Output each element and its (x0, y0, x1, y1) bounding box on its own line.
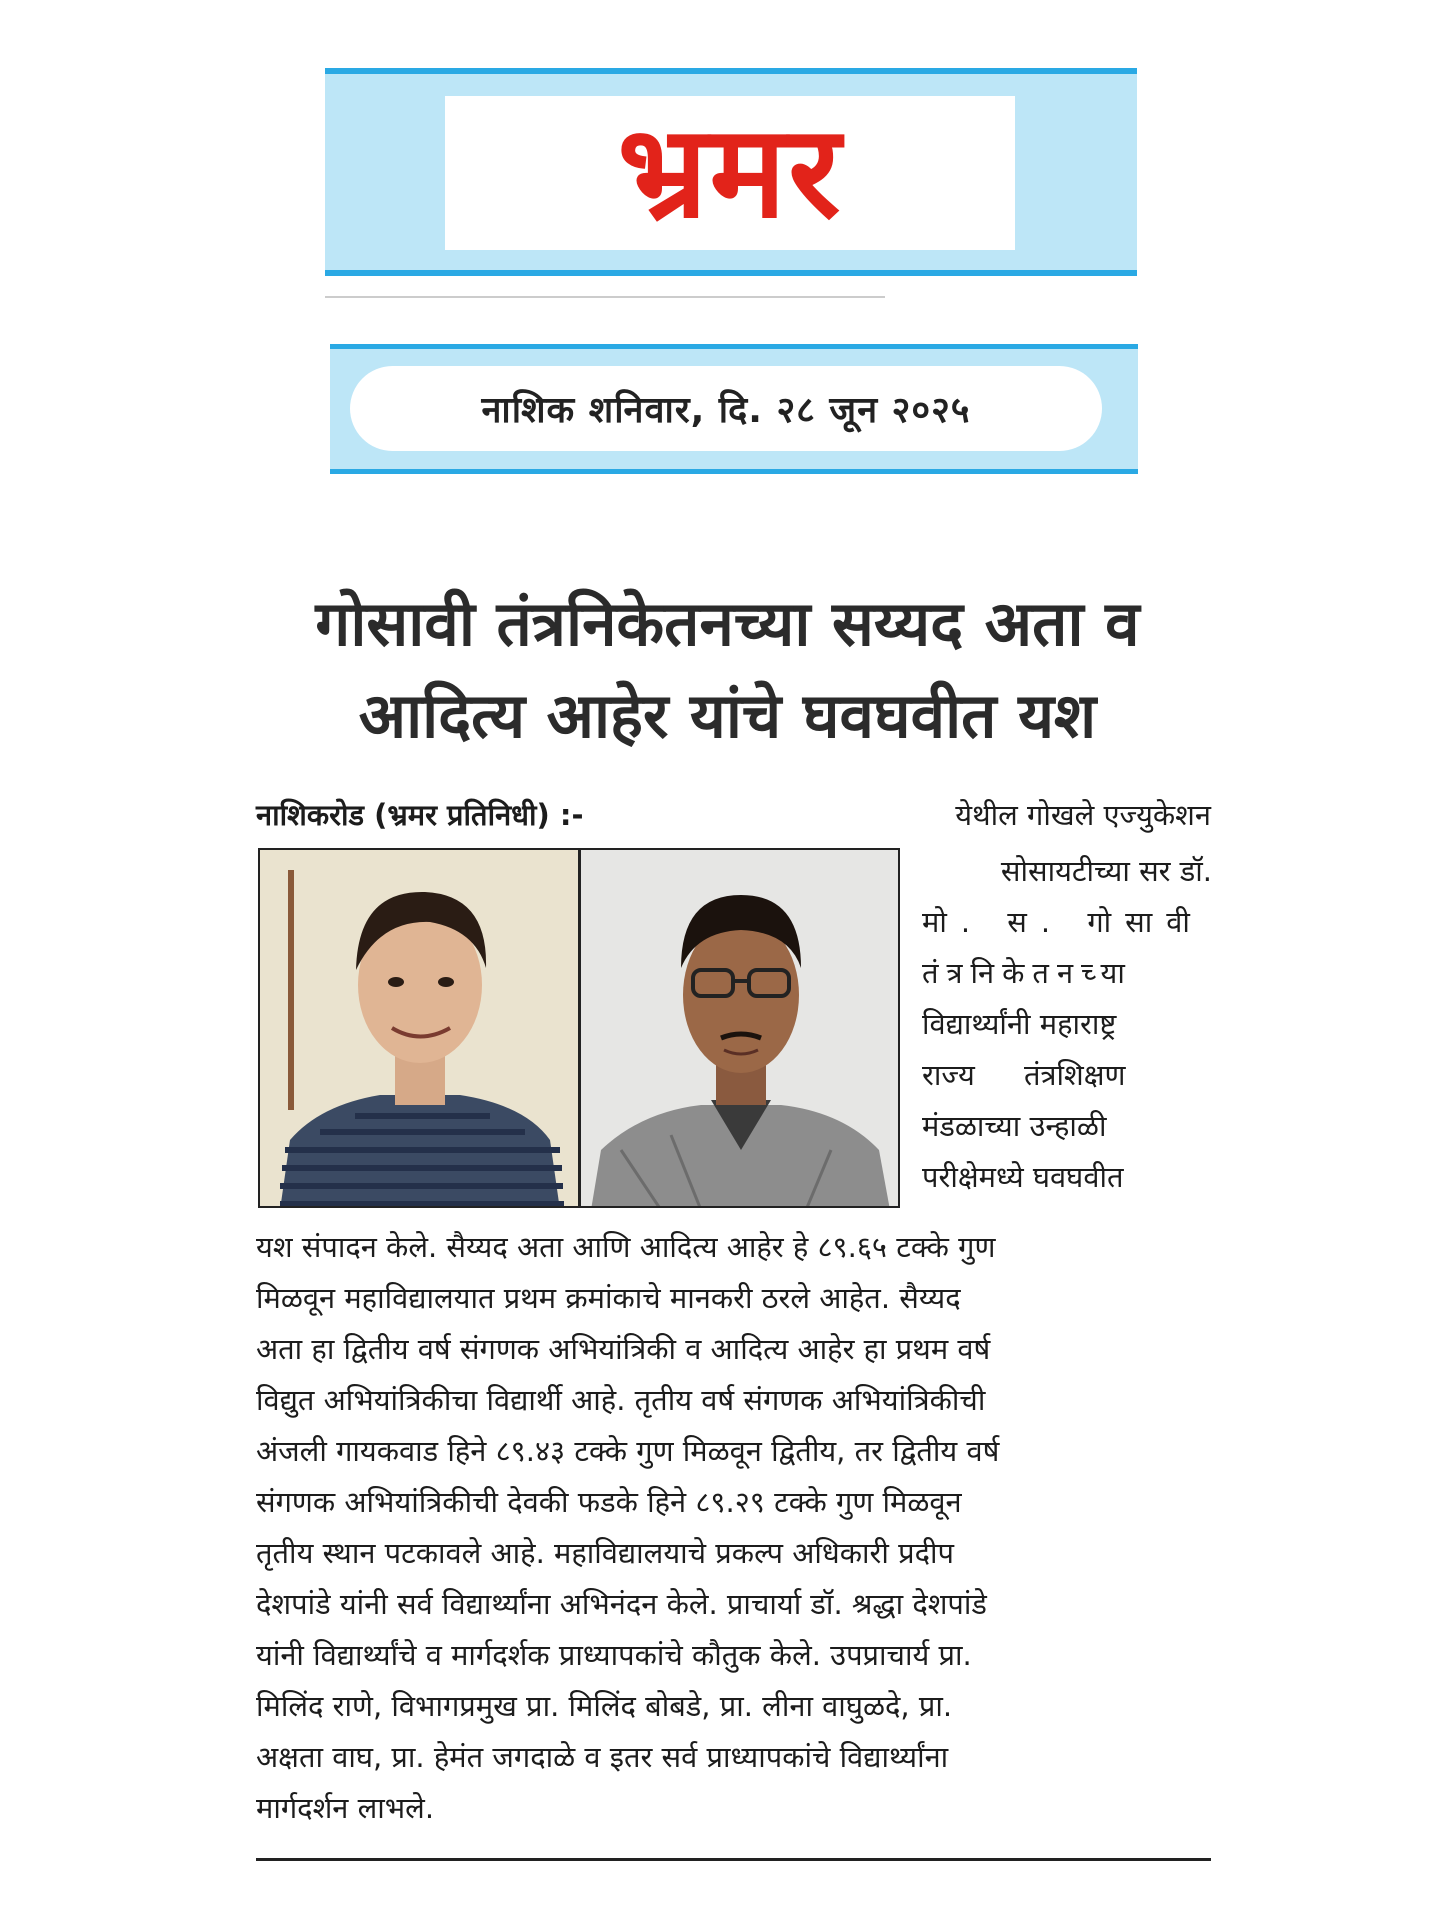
side-line-5-text: राज्य तंत्रशिक्षण (922, 1058, 1126, 1092)
newspaper-name: भ्रमर (617, 98, 843, 247)
body-line-3: अता हा द्वितीय वर्ष संगणक अभियांत्रिकी व आदित्य आहेर हा प्रथम वर्ष (256, 1332, 991, 1366)
side-line-3 (922, 948, 1212, 999)
side-line-1: सोसायटीच्या सर डॉ. (1000, 854, 1212, 888)
body-line-2: मिळवून महाविद्यालयात प्रथम क्रमांकाचे मानकरी ठरले आहेत. सैय्यद (256, 1281, 961, 1315)
body-line-1: यश संपादन केले. सैय्यद अता आणि आदित्य आहेर हे ८९.६५ टक्के गुण (256, 1230, 996, 1264)
body-line-7: तृतीय स्थान पटकावले आहे. महाविद्यालयाचे प्रकल्प अधिकारी प्रदीप (256, 1536, 954, 1570)
masthead-banner (325, 68, 1137, 276)
article-headline (200, 578, 1255, 762)
side-line-3-text: तंत्रनिकेतनच्या (922, 956, 1133, 990)
article-first-line (256, 795, 1211, 834)
dateline-band (330, 344, 1138, 474)
side-line-5 (922, 1050, 1212, 1101)
first-line-text: येथील गोखले एज्युकेशन (955, 798, 1211, 832)
side-line-2 (922, 897, 1212, 948)
article-body (256, 1222, 1211, 1834)
student-photos (258, 848, 900, 1208)
body-line-9: यांनी विद्यार्थ्यांचे व मार्गदर्शक प्राध्यापकांचे कौतुक केले. उपप्राचार्य प्रा. (256, 1638, 972, 1672)
body-line-6: संगणक अभियांत्रिकीची देवकी फडके हिने ८९.२९ टक्के गुण मिळवून (256, 1485, 962, 1519)
divider (325, 296, 885, 298)
body-line-4: विद्युत अभियांत्रिकीचा विद्यार्थी आहे. तृतीय वर्ष संगणक अभियांत्रिकीची (256, 1383, 986, 1417)
body-line-10: मिलिंद राणे, विभागप्रमुख प्रा. मिलिंद बोबडे, प्रा. लीना वाघुळदे, प्रा. (256, 1689, 953, 1723)
side-line-2-text: मो. स. गोसावी (922, 905, 1204, 939)
dateline-pill (350, 366, 1102, 451)
article-side-column (922, 846, 1212, 1203)
side-line-4: विद्यार्थ्यांनी महाराष्ट्र (922, 1007, 1117, 1041)
side-line-7: परीक्षेमध्ये घवघवीत (922, 1160, 1124, 1194)
byline: नाशिकरोड (भ्रमर प्रतिनिधी) :- (256, 798, 584, 832)
bottom-rule (256, 1858, 1211, 1861)
portrait-illustration-2 (581, 850, 898, 1206)
side-line-6: मंडळाच्या उन्हाळी (922, 1109, 1107, 1143)
student-photo-1 (260, 850, 581, 1206)
body-line-5: अंजली गायकवाड हिने ८९.४३ टक्के गुण मिळवून द्वितीय, तर द्वितीय वर्ष (256, 1434, 1000, 1468)
portrait-illustration-1 (260, 850, 580, 1206)
dateline-text: नाशिक शनिवार, दि. २८ जून २०२५ (481, 390, 971, 431)
body-line-12: मार्गदर्शन लाभले. (256, 1791, 435, 1825)
body-line-11: अक्षता वाघ, प्रा. हेमंत जगदाळे व इतर सर्व प्राध्यापकांचे विद्यार्थ्यांना (256, 1740, 949, 1774)
headline-line-2: आदित्य आहेर यांचे घवघवीत यश (358, 679, 1097, 752)
body-line-8: देशपांडे यांनी सर्व विद्यार्थ्यांना अभिनंदन केले. प्राचार्या डॉ. श्रद्धा देशपांडे (256, 1587, 987, 1621)
masthead-logo-box (445, 96, 1015, 250)
headline-line-1: गोसावी तंत्रनिकेतनच्या सय्यद अता व (315, 587, 1140, 660)
student-photo-2 (581, 850, 898, 1206)
